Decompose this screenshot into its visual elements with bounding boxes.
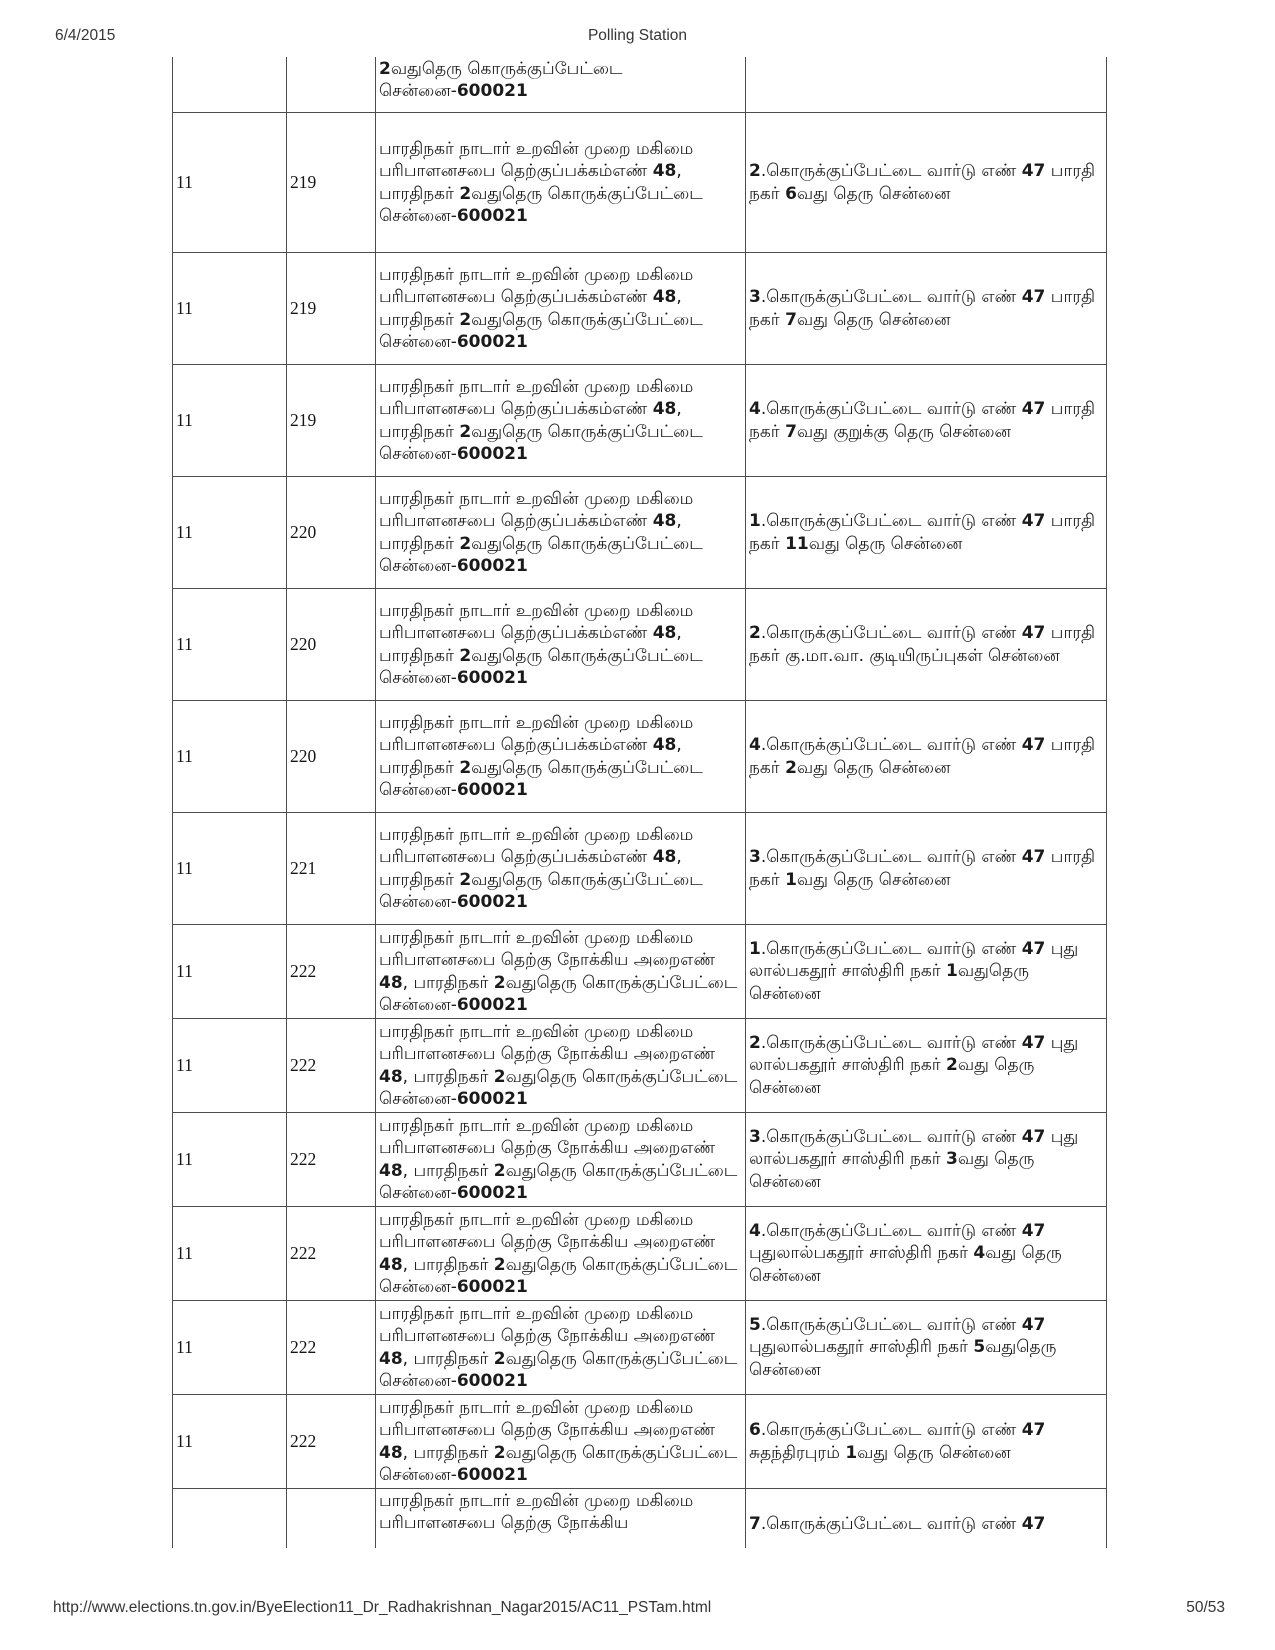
table-row bbox=[173, 1395, 1107, 1489]
cell-ac-number: 11 bbox=[173, 365, 287, 477]
cell-location: பாரதிநகர் நாடார் உறவின் முறை மகிமை பரிபாளனசபை தெற்குப்பக்கம்எண் 48, பாரதிநகர் 2வதுதெரு கொருக்குப்பேட்டை சென்னை-600021 bbox=[376, 701, 746, 813]
cell-location: பாரதிநகர் நாடார் உறவின் முறை மகிமை பரிபாளனசபை தெற்கு நோக்கிய அறைஎண் 48, பாரதிநகர் 2வதுதெரு கொருக்குப்பேட்டை சென்னை-600021 bbox=[376, 1301, 746, 1395]
cell-area: 4.கொருக்குப்பேட்டை வார்டு எண் 47 பாரதி நகர் 7வது குறுக்கு தெரு சென்னை bbox=[746, 365, 1107, 477]
print-date: 6/4/2015 bbox=[55, 27, 116, 44]
page-title: Polling Station bbox=[587, 27, 688, 44]
cell-location: பாரதிநகர் நாடார் உறவின் முறை மகிமை பரிபாளனசபை தெற்குப்பக்கம்எண் 48, பாரதிநகர் 2வதுதெரு கொருக்குப்பேட்டை சென்னை-600021 bbox=[376, 813, 746, 925]
table-row-partial-bottom bbox=[173, 1489, 1107, 1549]
table-row bbox=[173, 701, 1107, 813]
cell-ps-number: 219 bbox=[287, 113, 376, 253]
cell-ps-number: 220 bbox=[287, 589, 376, 701]
cell-location: பாரதிநகர் நாடார் உறவின் முறை மகிமை பரிபாளனசபை தெற்குப்பக்கம்எண் 48, பாரதிநகர் 2வதுதெரு கொருக்குப்பேட்டை சென்னை-600021 bbox=[376, 365, 746, 477]
cell-area: 6.கொருக்குப்பேட்டை வார்டு எண் 47 சுதந்திரபுரம் 1வது தெரு சென்னை bbox=[746, 1395, 1107, 1489]
cell-location: பாரதிநகர் நாடார் உறவின் முறை மகிமை பரிபாளனசபை தெற்கு நோக்கிய bbox=[376, 1489, 746, 1549]
cell-ps-number: 222 bbox=[287, 1395, 376, 1489]
cell-ps-number: 221 bbox=[287, 813, 376, 925]
cell-ps-number: 220 bbox=[287, 477, 376, 589]
cell-ac-number: 11 bbox=[173, 1395, 287, 1489]
cell-ac-number: 11 bbox=[173, 1019, 287, 1113]
cell-ps-number: 222 bbox=[287, 1113, 376, 1207]
cell-area: 7.கொருக்குப்பேட்டை வார்டு எண் 47 bbox=[746, 1489, 1107, 1549]
cell-ps-number: 220 bbox=[287, 701, 376, 813]
cell-area: 1.கொருக்குப்பேட்டை வார்டு எண் 47 புது லால்பகதூர் சாஸ்திரி நகர் 1வதுதெரு சென்னை bbox=[746, 925, 1107, 1019]
cell-ac-number: 11 bbox=[173, 925, 287, 1019]
cell-area: 2.கொருக்குப்பேட்டை வார்டு எண் 47 புது லால்பகதூர் சாஸ்திரி நகர் 2வது தெரு சென்னை bbox=[746, 1019, 1107, 1113]
cell-ac-number bbox=[173, 57, 287, 113]
table-row bbox=[173, 813, 1107, 925]
table-row bbox=[173, 1019, 1107, 1113]
cell-area: 4.கொருக்குப்பேட்டை வார்டு எண் 47 பாரதி நகர் 2வது தெரு சென்னை bbox=[746, 701, 1107, 813]
table-row bbox=[173, 925, 1107, 1019]
cell-area: 3.கொருக்குப்பேட்டை வார்டு எண் 47 பாரதி நகர் 7வது தெரு சென்னை bbox=[746, 253, 1107, 365]
cell-location: 2வதுதெரு கொருக்குப்பேட்டை சென்னை-600021 bbox=[376, 57, 746, 113]
cell-ac-number: 11 bbox=[173, 1301, 287, 1395]
cell-area: 2.கொருக்குப்பேட்டை வார்டு எண் 47 பாரதி நகர் கு.மா.வா. குடியிருப்புகள் சென்னை bbox=[746, 589, 1107, 701]
cell-ps-number: 219 bbox=[287, 365, 376, 477]
footer-url: http://www.elections.tn.gov.in/ByeElection11_Dr_Radhakrishnan_Nagar2015/AC11_PSTam.html bbox=[53, 1599, 712, 1616]
cell-ac-number bbox=[173, 1489, 287, 1549]
cell-ac-number: 11 bbox=[173, 253, 287, 365]
cell-ac-number: 11 bbox=[173, 813, 287, 925]
cell-location: பாரதிநகர் நாடார் உறவின் முறை மகிமை பரிபாளனசபை தெற்கு நோக்கிய அறைஎண் 48, பாரதிநகர் 2வதுதெரு கொருக்குப்பேட்டை சென்னை-600021 bbox=[376, 925, 746, 1019]
cell-ps-number: 222 bbox=[287, 1019, 376, 1113]
cell-ac-number: 11 bbox=[173, 113, 287, 253]
footer-page-number: 50/53 bbox=[1186, 1599, 1225, 1616]
cell-location: பாரதிநகர் நாடார் உறவின் முறை மகிமை பரிபாளனசபை தெற்குப்பக்கம்எண் 48, பாரதிநகர் 2வதுதெரு கொருக்குப்பேட்டை சென்னை-600021 bbox=[376, 477, 746, 589]
cell-area: 5.கொருக்குப்பேட்டை வார்டு எண் 47 புதுலால்பகதூர் சாஸ்திரி நகர் 5வதுதெரு சென்னை bbox=[746, 1301, 1107, 1395]
cell-area: 3.கொருக்குப்பேட்டை வார்டு எண் 47 புது லால்பகதூர் சாஸ்திரி நகர் 3வது தெரு சென்னை bbox=[746, 1113, 1107, 1207]
cell-ps-number: 222 bbox=[287, 925, 376, 1019]
cell-ac-number: 11 bbox=[173, 701, 287, 813]
cell-area: 3.கொருக்குப்பேட்டை வார்டு எண் 47 பாரதி நகர் 1வது தெரு சென்னை bbox=[746, 813, 1107, 925]
cell-area: 4.கொருக்குப்பேட்டை வார்டு எண் 47 புதுலால்பகதூர் சாஸ்திரி நகர் 4வது தெரு சென்னை bbox=[746, 1207, 1107, 1301]
cell-location: பாரதிநகர் நாடார் உறவின் முறை மகிமை பரிபாளனசபை தெற்கு நோக்கிய அறைஎண் 48, பாரதிநகர் 2வதுதெரு கொருக்குப்பேட்டை சென்னை-600021 bbox=[376, 1019, 746, 1113]
cell-ac-number: 11 bbox=[173, 1113, 287, 1207]
cell-location: பாரதிநகர் நாடார் உறவின் முறை மகிமை பரிபாளனசபை தெற்கு நோக்கிய அறைஎண் 48, பாரதிநகர் 2வதுதெரு கொருக்குப்பேட்டை சென்னை-600021 bbox=[376, 1207, 746, 1301]
cell-location: பாரதிநகர் நாடார் உறவின் முறை மகிமை பரிபாளனசபை தெற்கு நோக்கிய அறைஎண் 48, பாரதிநகர் 2வதுதெரு கொருக்குப்பேட்டை சென்னை-600021 bbox=[376, 1113, 746, 1207]
table-row bbox=[173, 253, 1107, 365]
cell-ac-number: 11 bbox=[173, 1207, 287, 1301]
cell-location: பாரதிநகர் நாடார் உறவின் முறை மகிமை பரிபாளனசபை தெற்குப்பக்கம்எண் 48, பாரதிநகர் 2வதுதெரு கொருக்குப்பேட்டை சென்னை-600021 bbox=[376, 589, 746, 701]
cell-location: பாரதிநகர் நாடார் உறவின் முறை மகிமை பரிபாளனசபை தெற்குப்பக்கம்எண் 48, பாரதிநகர் 2வதுதெரு கொருக்குப்பேட்டை சென்னை-600021 bbox=[376, 253, 746, 365]
table-row bbox=[173, 1207, 1107, 1301]
table-row bbox=[173, 365, 1107, 477]
cell-ps-number: 219 bbox=[287, 253, 376, 365]
table-row bbox=[173, 1301, 1107, 1395]
table-row bbox=[173, 589, 1107, 701]
table-row-partial-top bbox=[173, 57, 1107, 113]
cell-ac-number: 11 bbox=[173, 589, 287, 701]
cell-area bbox=[746, 57, 1107, 113]
cell-ac-number: 11 bbox=[173, 477, 287, 589]
table-row bbox=[173, 477, 1107, 589]
cell-ps-number bbox=[287, 1489, 376, 1549]
polling-station-table bbox=[172, 57, 1108, 1548]
table-row bbox=[173, 113, 1107, 253]
table-row bbox=[173, 1113, 1107, 1207]
cell-location: பாரதிநகர் நாடார் உறவின் முறை மகிமை பரிபாளனசபை தெற்குப்பக்கம்எண் 48, பாரதிநகர் 2வதுதெரு கொருக்குப்பேட்டை சென்னை-600021 bbox=[376, 113, 746, 253]
cell-location: பாரதிநகர் நாடார் உறவின் முறை மகிமை பரிபாளனசபை தெற்கு நோக்கிய அறைஎண் 48, பாரதிநகர் 2வதுதெரு கொருக்குப்பேட்டை சென்னை-600021 bbox=[376, 1395, 746, 1489]
cell-ps-number: 222 bbox=[287, 1301, 376, 1395]
cell-ps-number: 222 bbox=[287, 1207, 376, 1301]
cell-area: 1.கொருக்குப்பேட்டை வார்டு எண் 47 பாரதி நகர் 11வது தெரு சென்னை bbox=[746, 477, 1107, 589]
cell-ps-number bbox=[287, 57, 376, 113]
cell-area: 2.கொருக்குப்பேட்டை வார்டு எண் 47 பாரதி நகர் 6வது தெரு சென்னை bbox=[746, 113, 1107, 253]
